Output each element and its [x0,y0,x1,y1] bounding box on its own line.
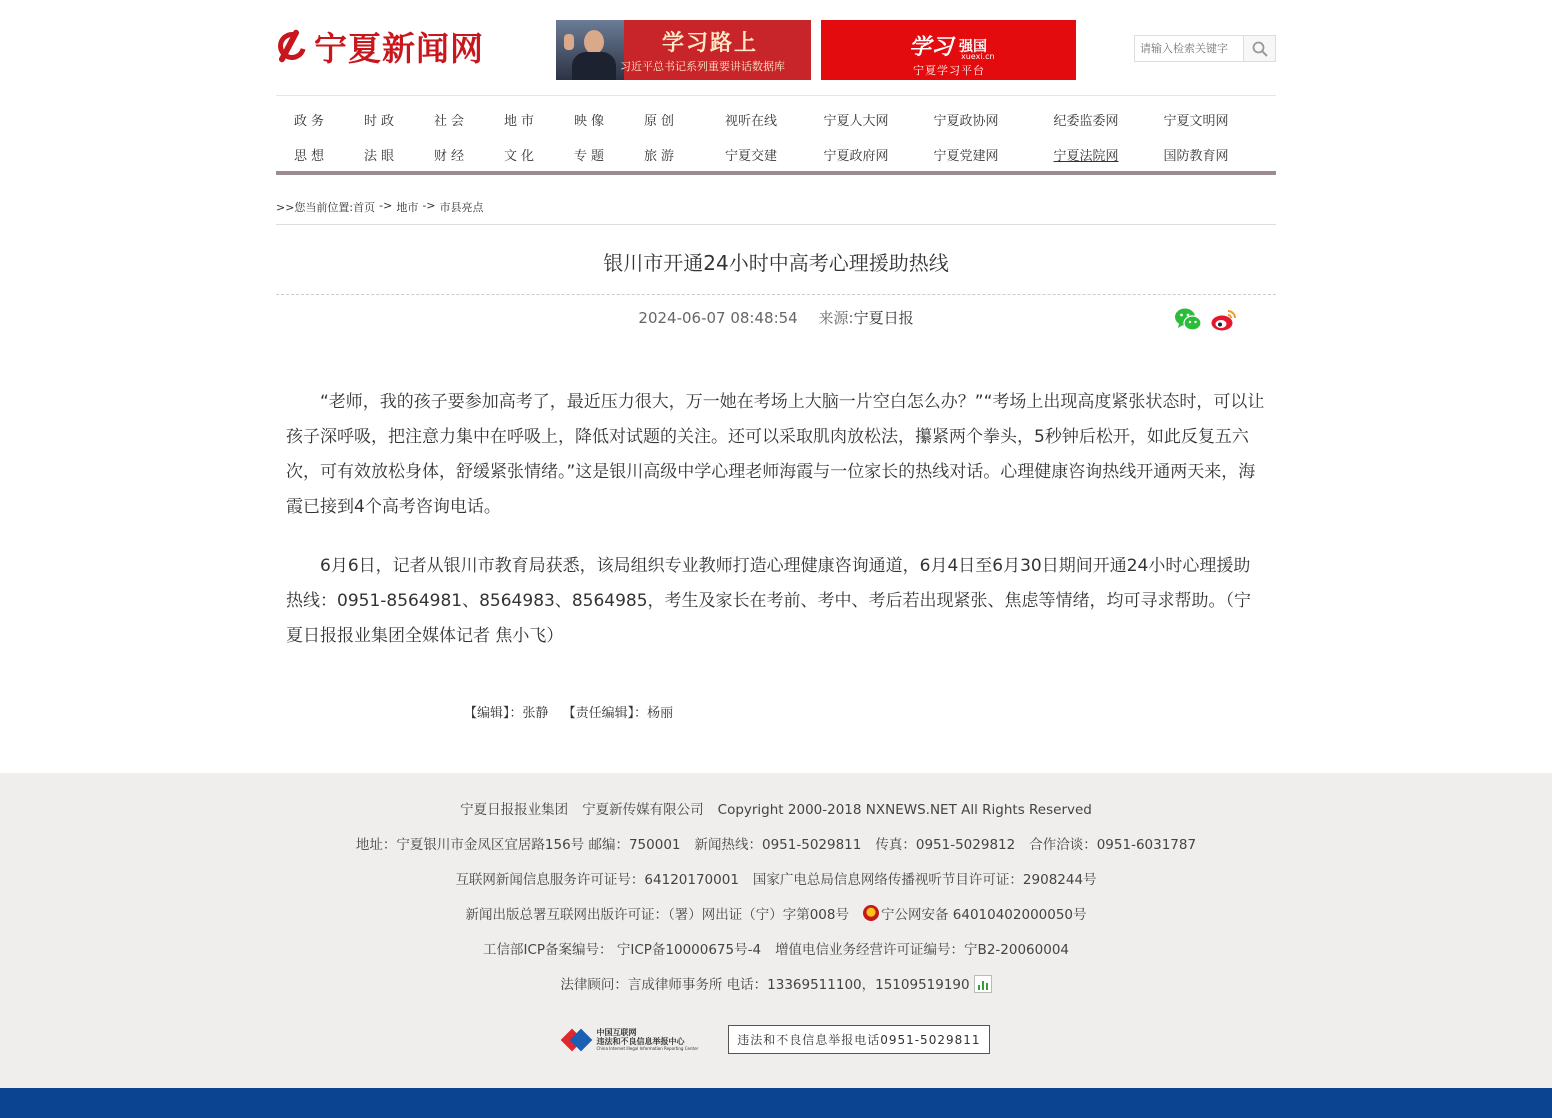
search-icon [1252,41,1268,57]
breadcrumb-separator: -> [422,199,436,212]
nav-item-wenming[interactable]: 宁夏文明网 [1163,114,1229,129]
nav-item-dangjian[interactable]: 宁夏党建网 [933,149,999,164]
breadcrumb [276,191,1276,225]
article-body [276,341,1276,721]
footer-hotline: 新闻热线：0951-5029811 [694,837,862,853]
banner-subtitle: 习近平总书记系列重要讲话数据库 [620,60,785,73]
footer-broadcast-license: 国家广电总局信息网络传播视听节目许可证：2908244号 [752,872,1097,888]
logo-icon [276,26,310,66]
share-buttons [1174,307,1238,333]
site-logo[interactable] [276,24,484,68]
search-input[interactable] [1135,36,1243,61]
article-title: 银川市开通24小时中高考心理援助热线 [276,247,1276,295]
footer-line-license [0,863,1552,898]
nav-item-sixiang[interactable]: 思想 [293,149,328,164]
footer-line-contact [0,828,1552,863]
nav-item-renda[interactable]: 宁夏人大网 [823,114,889,129]
footer-line-legal [0,968,1552,1003]
footer-address: 地址：宁夏银川市金凤区宜居路156号 邮编：750001 [355,837,681,853]
banner-title-b: 强国 [959,39,987,55]
footer-telecom-license: 增值电信业务经营许可证编号：宁B2-20060004 [775,942,1069,958]
banner-title: 学习路上 [662,31,759,56]
nav-item-yingxiang[interactable]: 映像 [573,114,608,129]
xuexi-lushang-banner[interactable] [556,20,811,80]
nav-item-jiwei[interactable]: 纪委监委网 [1053,114,1119,129]
footer-line-icp [0,933,1552,968]
footer-police-record[interactable]: 宁公网安备 64010402000050号 [863,907,1087,923]
nav-item-shizheng[interactable]: 时政 [363,114,398,129]
footer-line-publish [0,898,1552,933]
nav-item-fayan[interactable]: 法眼 [363,149,398,164]
nav-item-zhengxie[interactable]: 宁夏政协网 [933,114,999,129]
footer-copyright: Copyright 2000-2018 NXNEWS.NET All Rights Reserved [717,802,1092,818]
nav-item-zhuanti[interactable]: 专题 [573,149,608,164]
wechat-icon[interactable] [1174,307,1202,333]
breadcrumb-shixian[interactable]: 市县亮点 [439,201,484,214]
nav-item-shiting[interactable]: 视听在线 [724,114,777,129]
footer-company: 宁夏新传媒有限公司 [582,802,704,818]
portrait-image [556,20,624,80]
editor-info [286,702,1266,721]
cnzz-stats-icon[interactable] [974,975,992,993]
report-hotline-button[interactable]: 违法和不良信息举报电话0951-5029811 [728,1025,989,1054]
breadcrumb-dishi[interactable]: 地市 [396,201,419,214]
footer-org: 宁夏日报报业集团 [460,802,569,818]
weibo-icon[interactable] [1210,307,1238,333]
source-label: 来源: [818,309,854,327]
nav-item-caijing[interactable]: 财经 [433,149,468,164]
breadcrumb-home[interactable]: 首页 [353,201,376,214]
nav-item-guofang[interactable]: 国防教育网 [1163,149,1229,164]
banner-subtitle: 宁夏学习平台 [913,64,985,77]
footer-legal-advisor: 法律顾问：言成律师事务所 电话：13369511100，15109519190 [560,977,970,993]
article-paragraph: 6月6日，记者从银川市教育局获悉，该局组织专业教师打造心理健康咨询通道，6月4日至6月30日期间开通24小时心理援助热线：0951-8564981、8564983、8564985，考生及家长在考前、考中、考后若出现紧张、焦虑等情绪，均可寻求帮助。（宁夏日报报业集团全媒体记者 焦小飞） [286,556,1252,646]
article-meta [276,295,1276,341]
search-button[interactable] [1243,36,1275,61]
police-badge-icon [863,905,879,921]
nav-row-1 [276,102,1276,137]
article-source [819,309,914,327]
footer-icp[interactable]: 工信部ICP备案编号： 宁ICP备10000675号-4 [483,942,762,958]
bottom-bar [0,1088,1552,1118]
breadcrumb-separator: -> [379,199,393,212]
chief-editor: 【责任编辑】：杨丽 [562,706,674,721]
nav-item-lvyou[interactable]: 旅游 [643,149,678,164]
search-box [1134,35,1276,62]
footer-line-copyright [0,773,1552,828]
site-footer [0,773,1552,1088]
xuexi-qiangguo-banner[interactable] [821,20,1076,80]
logo-text: 宁夏新闻网 [314,28,484,68]
site-header [276,0,1276,95]
nav-item-fayuan[interactable]: 宁夏法院网 [1053,149,1119,164]
banner-title: 学习 [909,34,954,60]
nav-row-2 [276,137,1276,172]
nav-item-wenhua[interactable]: 文化 [503,149,538,164]
report-center-icon [562,1027,592,1053]
report-section [0,1025,1552,1054]
nav-item-zhengfu[interactable]: 宁夏政府网 [823,149,889,164]
nav-item-dishi[interactable]: 地市 [503,114,538,129]
main-nav [276,95,1276,175]
article-paragraph: “老师，我的孩子要参加高考了，最近压力很大，万一她在考场上大脑一片空白怎么办？”“考场上出现高度紧张状态时，可以让孩子深呼吸，把注意力集中在呼吸上，降低对试题的关注。还可以采取肌肉放松法，攥紧两个拳头，5秒钟后松开，如此反复五六次，可有效放松身体，舒缓紧张情绪。”这是银川高级中学心理老师海霞与一位家长的热线对话。心理健康咨询热线开通两天来，海霞已接到4个高考咨询电话。 [286,392,1265,517]
footer-publish-license: 新闻出版总署互联网出版许可证：（署）网出证（宁）字第008号 [465,907,849,923]
banner-url: xuexi.cn [961,52,995,61]
source-name: 宁夏日报 [853,309,914,327]
editor: 【编辑】：张静 [464,706,549,721]
article-datetime: 2024-06-07 08:48:54 [638,309,798,327]
nav-item-zhengwu[interactable]: 政务 [293,114,328,129]
footer-cooperation: 合作洽谈：0951-6031787 [1029,837,1197,853]
report-center-logo[interactable] [562,1027,698,1053]
footer-fax: 传真：0951-5029812 [875,837,1016,853]
nav-item-shehui[interactable]: 社会 [433,114,468,129]
breadcrumb-prefix: >>您当前位置: [276,201,354,214]
footer-news-license: 互联网新闻信息服务许可证号：64120170001 [455,872,739,888]
report-center-name: 中国互联网 违法和不良信息举报中心 China Internet Illegal Information Reporting Center [596,1028,699,1051]
nav-item-jiaojian[interactable]: 宁夏交建 [724,149,777,164]
nav-item-yuanchuang[interactable]: 原创 [643,114,678,129]
